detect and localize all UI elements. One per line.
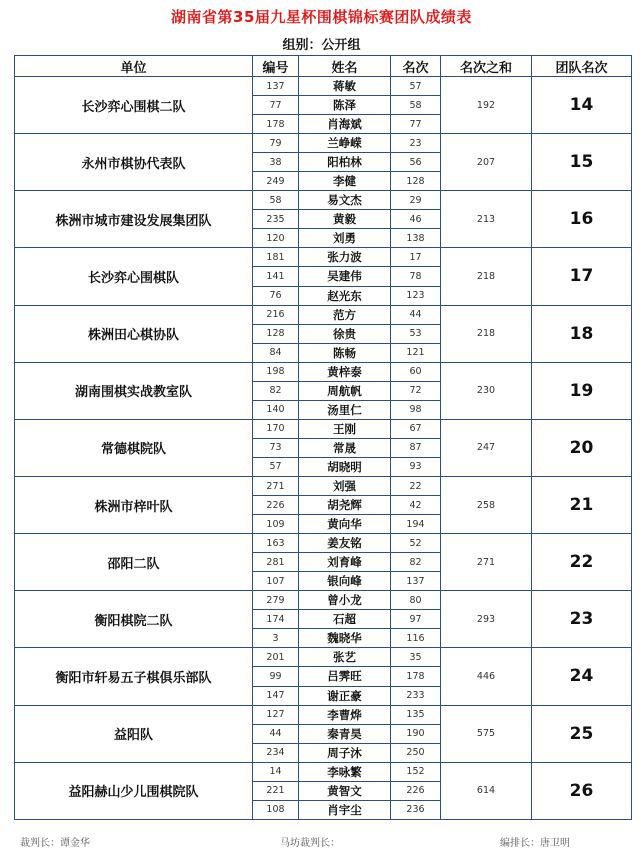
player-number: 140 — [253, 400, 299, 419]
player-rank: 135 — [391, 705, 441, 724]
table-row — [15, 476, 632, 495]
player-number: 271 — [253, 476, 299, 495]
player-name: 刘强 — [299, 476, 391, 495]
player-number: 249 — [253, 172, 299, 191]
player-name: 黄向华 — [299, 515, 391, 534]
team-rank: 26 — [532, 762, 632, 819]
team-unit: 长沙弈心围棋队 — [15, 248, 253, 305]
page-title: 湖南省第35届九星杯围棋锦标赛团队成绩表 — [171, 8, 472, 26]
player-name: 石超 — [299, 610, 391, 629]
player-number: 137 — [253, 77, 299, 96]
player-rank: 226 — [391, 781, 441, 800]
footer — [0, 834, 643, 849]
group-label: 组别：公开组 — [282, 38, 361, 53]
team-rank-sum: 192 — [441, 77, 532, 134]
player-rank: 44 — [391, 305, 441, 324]
player-number: 107 — [253, 572, 299, 591]
player-rank: 250 — [391, 743, 441, 762]
player-number: 221 — [253, 781, 299, 800]
table-row — [15, 648, 632, 667]
player-name: 李健 — [299, 172, 391, 191]
team-unit: 邵阳二队 — [15, 534, 253, 591]
player-name: 范方 — [299, 305, 391, 324]
player-number: 14 — [253, 762, 299, 781]
player-number: 73 — [253, 438, 299, 457]
team-unit: 衡阳棋院二队 — [15, 591, 253, 648]
player-number: 3 — [253, 629, 299, 648]
footer-chief-referee: 裁判长：谭金华 — [20, 838, 90, 849]
player-name: 肖海斌 — [299, 115, 391, 134]
player-name: 胡尧辉 — [299, 496, 391, 515]
table-row — [15, 591, 632, 610]
team-rank-sum: 218 — [441, 248, 532, 305]
player-number: 79 — [253, 134, 299, 153]
header-rank: 名次 — [391, 56, 441, 77]
team-rank: 23 — [532, 591, 632, 648]
team-rank-sum: 271 — [441, 534, 532, 591]
player-number: 279 — [253, 591, 299, 610]
team-rank-sum: 446 — [441, 648, 532, 705]
player-rank: 137 — [391, 572, 441, 591]
player-number: 127 — [253, 705, 299, 724]
player-number: 281 — [253, 553, 299, 572]
table-row — [15, 248, 632, 267]
player-name: 银向峰 — [299, 572, 391, 591]
player-rank: 60 — [391, 362, 441, 381]
team-rank: 25 — [532, 705, 632, 762]
player-rank: 123 — [391, 286, 441, 305]
team-unit: 长沙弈心围棋二队 — [15, 77, 253, 134]
player-rank: 233 — [391, 686, 441, 705]
player-name: 张力波 — [299, 248, 391, 267]
player-name: 魏晓华 — [299, 629, 391, 648]
team-unit: 永州市棋协代表队 — [15, 134, 253, 191]
player-rank: 194 — [391, 515, 441, 534]
player-rank: 22 — [391, 476, 441, 495]
player-number: 99 — [253, 667, 299, 686]
team-rank: 21 — [532, 476, 632, 533]
team-rank: 17 — [532, 248, 632, 305]
table-row — [15, 419, 632, 438]
player-name: 刘育峰 — [299, 553, 391, 572]
player-number: 77 — [253, 96, 299, 115]
header-team-rank: 团队名次 — [532, 56, 632, 77]
player-name: 肖宇尘 — [299, 800, 391, 819]
team-rank: 22 — [532, 534, 632, 591]
table-row — [15, 134, 632, 153]
player-name: 周子沐 — [299, 743, 391, 762]
player-rank: 138 — [391, 229, 441, 248]
player-rank: 236 — [391, 800, 441, 819]
table-row — [15, 762, 632, 781]
team-rank-sum: 230 — [441, 362, 532, 419]
player-name: 姜友铭 — [299, 534, 391, 553]
player-number: 234 — [253, 743, 299, 762]
team-rank-sum: 207 — [441, 134, 532, 191]
player-number: 147 — [253, 686, 299, 705]
player-rank: 42 — [391, 496, 441, 515]
team-rank-sum: 575 — [441, 705, 532, 762]
header-unit: 单位 — [15, 56, 253, 77]
player-rank: 72 — [391, 381, 441, 400]
player-name: 赵光东 — [299, 286, 391, 305]
team-unit: 衡阳市轩易五子棋俱乐部队 — [15, 648, 253, 705]
player-number: 128 — [253, 324, 299, 343]
player-rank: 46 — [391, 210, 441, 229]
team-rank: 20 — [532, 419, 632, 476]
player-rank: 77 — [391, 115, 441, 134]
player-number: 178 — [253, 115, 299, 134]
team-unit: 株洲市城市建设发展集团队 — [15, 191, 253, 248]
player-number: 181 — [253, 248, 299, 267]
player-rank: 80 — [391, 591, 441, 610]
player-name: 吕霁旺 — [299, 667, 391, 686]
player-number: 76 — [253, 286, 299, 305]
player-name: 黄毅 — [299, 210, 391, 229]
player-name: 蒋敏 — [299, 77, 391, 96]
player-name: 刘勇 — [299, 229, 391, 248]
player-rank: 178 — [391, 667, 441, 686]
table-row — [15, 191, 632, 210]
player-name: 汤里仁 — [299, 400, 391, 419]
player-name: 陈畅 — [299, 343, 391, 362]
player-rank: 56 — [391, 153, 441, 172]
player-number: 163 — [253, 534, 299, 553]
player-rank: 78 — [391, 267, 441, 286]
player-rank: 58 — [391, 96, 441, 115]
footer-arranger: 编排长：唐卫明 — [500, 838, 570, 849]
header-rank-sum: 名次之和 — [441, 56, 532, 77]
team-rank: 18 — [532, 305, 632, 362]
player-name: 李曹烨 — [299, 705, 391, 724]
player-name: 谢正豪 — [299, 686, 391, 705]
player-name: 徐贵 — [299, 324, 391, 343]
player-rank: 93 — [391, 457, 441, 476]
team-rank: 15 — [532, 134, 632, 191]
player-rank: 97 — [391, 610, 441, 629]
player-name: 易文杰 — [299, 191, 391, 210]
player-rank: 128 — [391, 172, 441, 191]
player-rank: 190 — [391, 724, 441, 743]
team-rank: 14 — [532, 77, 632, 134]
team-rank-sum: 218 — [441, 305, 532, 362]
team-unit: 常德棋院队 — [15, 419, 253, 476]
table-row — [15, 77, 632, 96]
player-number: 226 — [253, 496, 299, 515]
player-number: 201 — [253, 648, 299, 667]
player-number: 82 — [253, 381, 299, 400]
player-name: 吴建伟 — [299, 267, 391, 286]
player-number: 109 — [253, 515, 299, 534]
table-row — [15, 362, 632, 381]
table-row — [15, 534, 632, 553]
player-rank: 82 — [391, 553, 441, 572]
player-number: 108 — [253, 800, 299, 819]
player-number: 235 — [253, 210, 299, 229]
player-name: 黄智文 — [299, 781, 391, 800]
player-name: 周航帆 — [299, 381, 391, 400]
player-name: 张艺 — [299, 648, 391, 667]
team-unit: 株洲市梓叶队 — [15, 476, 253, 533]
header-name: 姓名 — [299, 56, 391, 77]
team-unit: 益阳赫山少儿围棋院队 — [15, 762, 253, 819]
table-row — [15, 705, 632, 724]
player-number: 141 — [253, 267, 299, 286]
player-name: 王刚 — [299, 419, 391, 438]
header-row — [15, 56, 632, 77]
team-unit: 益阳队 — [15, 705, 253, 762]
team-rank-sum: 258 — [441, 476, 532, 533]
player-number: 84 — [253, 343, 299, 362]
player-name: 李咏繁 — [299, 762, 391, 781]
player-rank: 17 — [391, 248, 441, 267]
player-number: 44 — [253, 724, 299, 743]
player-name: 秦青昊 — [299, 724, 391, 743]
player-rank: 23 — [391, 134, 441, 153]
results-table — [14, 55, 632, 820]
team-rank: 24 — [532, 648, 632, 705]
team-unit: 湖南围棋实战教室队 — [15, 362, 253, 419]
team-rank: 16 — [532, 191, 632, 248]
player-rank: 35 — [391, 648, 441, 667]
footer-deputy-referee: 马坊裁判长： — [280, 838, 340, 849]
player-rank: 53 — [391, 324, 441, 343]
player-name: 胡晓明 — [299, 457, 391, 476]
player-name: 曾小龙 — [299, 591, 391, 610]
player-number: 57 — [253, 457, 299, 476]
team-unit: 株洲田心棋协队 — [15, 305, 253, 362]
team-rank-sum: 293 — [441, 591, 532, 648]
player-rank: 87 — [391, 438, 441, 457]
team-rank-sum: 213 — [441, 191, 532, 248]
player-number: 170 — [253, 419, 299, 438]
player-rank: 152 — [391, 762, 441, 781]
team-rank: 19 — [532, 362, 632, 419]
table-row — [15, 305, 632, 324]
player-rank: 52 — [391, 534, 441, 553]
player-name: 黄梓泰 — [299, 362, 391, 381]
player-rank: 98 — [391, 400, 441, 419]
team-rank-sum: 247 — [441, 419, 532, 476]
player-name: 常晟 — [299, 438, 391, 457]
player-number: 120 — [253, 229, 299, 248]
player-name: 兰峥嵘 — [299, 134, 391, 153]
player-number: 216 — [253, 305, 299, 324]
player-rank: 121 — [391, 343, 441, 362]
player-name: 陈泽 — [299, 96, 391, 115]
player-rank: 29 — [391, 191, 441, 210]
player-number: 58 — [253, 191, 299, 210]
team-rank-sum: 614 — [441, 762, 532, 819]
player-number: 38 — [253, 153, 299, 172]
player-number: 198 — [253, 362, 299, 381]
header-number: 编号 — [253, 56, 299, 77]
player-rank: 57 — [391, 77, 441, 96]
player-number: 174 — [253, 610, 299, 629]
player-rank: 116 — [391, 629, 441, 648]
player-name: 阳柏林 — [299, 153, 391, 172]
player-rank: 67 — [391, 419, 441, 438]
